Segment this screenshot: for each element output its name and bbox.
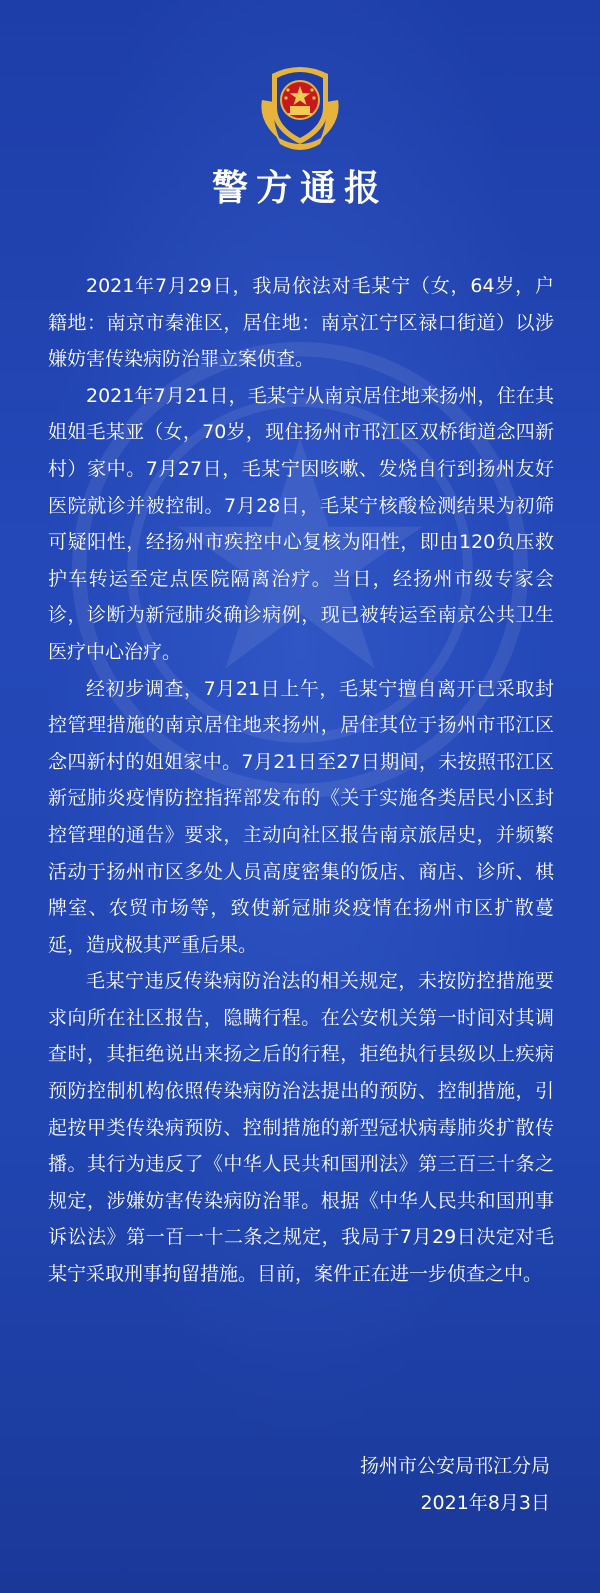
- issue-date: 2021年8月3日: [420, 1492, 550, 1514]
- notice-title: 警方通报: [211, 167, 388, 209]
- notice-paragraph: 2021年7月29日，我局依法对毛某宁（女，64岁，户籍地：南京市秦淮区，居住地：南京江宁区禄口街道）以涉嫌妨害传染病防治罪立案侦查。: [48, 275, 554, 371]
- issuer-name: 扬州市公安局邗江分局: [359, 1455, 550, 1477]
- notice-paragraph: 毛某宁违反传染病防治法的相关规定，未按防控措施要求向所在社区报告，隐瞒行程。在公安机关第一时间对其调查时，其拒绝说出来扬之后的行程，拒绝执行县级以上疾病预防控制机构依照传染病防治法提出的预防、控制措施，引起按甲类传染病预防、控制措施的新型冠状病毒肺炎扩散传播。其行为违反了《中华人民共和国刑法》第三百三十条之规定，涉嫌妨害传染病防治罪。根据《中华人民共和国刑事诉讼法》第一百一十二条之规定，我局于7月29日决定对毛某宁采取刑事拘留措施。目前，案件正在进一步侦查之中。: [48, 970, 554, 1286]
- notice-paragraph: 2021年7月21日，毛某宁从南京居住地来扬州，住在其姐姐毛某亚（女，70岁，现住扬州市邗江区双桥街道念四新村）家中。7月27日，毛某宁因咳嗽、发烧自行到扬州友好医院就诊并被控制。7月28日，毛某宁核酸检测结果为初筛可疑阳性，经扬州市疾控中心复核为阳性，即由120负压救护车转运至定点医院隔离治疗。当日，经扬州市级专家会诊，诊断为新冠肺炎确诊病例，现已被转运至南京公共卫生医疗中心治疗。: [48, 384, 554, 663]
- notice-signature: [360, 1448, 550, 1522]
- police-emblem-icon: [250, 52, 350, 152]
- notice-body: [48, 268, 554, 1293]
- notice-paragraph: 经初步调查，7月21日上午，毛某宁擅自离开已采取封控管理措施的南京居住地来扬州，居住其位于扬州市邗江区念四新村的姐姐家中。7月21日至27日期间，未按照邗江区新冠肺炎疫情防控指挥部发布的《关于实施各类居民小区封控管理的通告》要求，主动向社区报告南京旅居史，并频繁活动于扬州市区多处人员高度密集的饭店、商店、诊所、棋牌室、农贸市场等，致使新冠肺炎疫情在扬州市区扩散蔓延，造成极其严重后果。: [48, 677, 554, 956]
